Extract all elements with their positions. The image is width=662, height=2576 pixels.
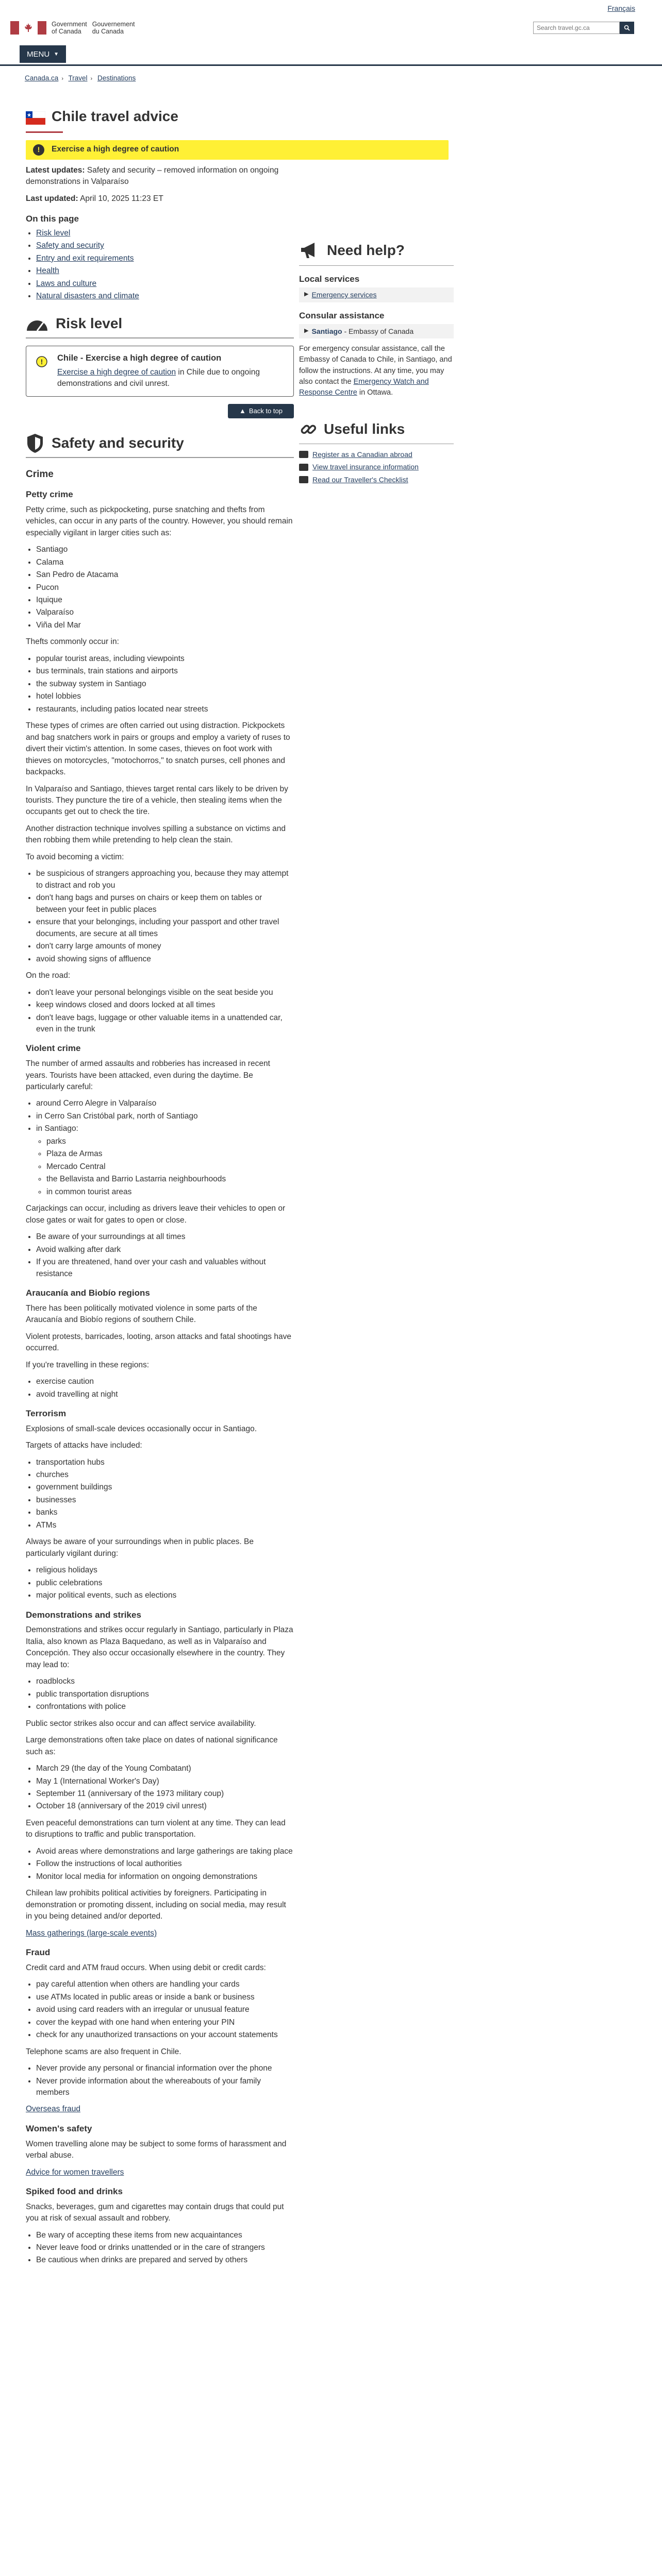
title-underline	[26, 131, 63, 133]
list-item: • Avoid areas where demonstrations and large gatherings are taking place	[36, 1846, 294, 1857]
government-signature[interactable]	[10, 21, 135, 36]
paragraph: These types of crimes are often carried out using distraction. Pickpockets and bag snatchers work in pairs or groups and employ a variety of ruses to divert their victim's attention. In some cases, thieves on foot work with thieves on motorcycles, "motochorros," to snatch purses, cell phones and backpacks.	[26, 721, 290, 777]
risk-alert-text: Exercise a high degree of caution	[52, 145, 179, 154]
demonstrations-heading: Demonstrations and strikes	[26, 1609, 141, 1620]
menu-button[interactable]	[20, 45, 66, 63]
paragraph: In Valparaíso and Santiago, thieves target rental cars likely to be driven by tourists. They puncture the tire of a vehicle, then stealing items when the occupants get out to check the tire.	[26, 784, 288, 817]
crime-heading: Crime	[26, 468, 54, 480]
last-updated-value: April 10, 2025 11:23 ET	[80, 194, 163, 203]
list-item: • San Pedro de Atacama	[36, 569, 294, 581]
list-item: • Never leave food or drinks unattended or in the care of strangers	[36, 2242, 294, 2253]
list-item: • Pucon	[36, 582, 294, 594]
list-item: • March 29 (the day of the Young Combatant)	[36, 1763, 294, 1774]
gov-name-en: Government	[52, 21, 87, 28]
useful-links-heading	[299, 419, 464, 440]
paragraph: On the road:	[26, 971, 71, 980]
exclamation-icon: !	[33, 144, 44, 156]
list-cities	[26, 544, 294, 631]
list-item: • Be aware of your surroundings at all times	[36, 1231, 294, 1243]
gov-name-en-2: of Canada	[52, 28, 81, 36]
list-item: • in Cerro San Cristóbal park, north of Santiago	[36, 1111, 294, 1122]
consular-paragraph	[299, 344, 454, 398]
list-avoid	[26, 868, 294, 965]
local-services-heading: Local services	[299, 274, 360, 284]
list-item: ◦ in common tourist areas	[46, 1187, 294, 1198]
list-item: • Never provide any personal or financial information over the phone	[36, 2063, 294, 2074]
chain-link-icon	[299, 420, 318, 438]
toc-link-natural[interactable]: Natural disasters and climate	[36, 291, 139, 300]
list-item: • major political events, such as elections	[36, 1590, 294, 1601]
insurance-link[interactable]: View travel insurance information	[312, 463, 419, 471]
useful-link-item	[299, 462, 464, 472]
list-dates	[26, 1763, 294, 1812]
list-item: ◦ Plaza de Armas	[46, 1148, 294, 1160]
register-link[interactable]: Register as a Canadian abroad	[312, 450, 412, 459]
list-violent	[26, 1098, 294, 1198]
divider	[26, 337, 294, 338]
mass-gatherings-link[interactable]: Mass gatherings (large-scale events)	[26, 1928, 157, 1938]
paragraph: Women travelling alone may be subject to some forms of harassment and verbal abuse.	[26, 2139, 287, 2160]
list-item: • keep windows closed and doors locked at all times	[36, 999, 294, 1011]
list-item: • May 1 (International Worker's Day)	[36, 1776, 294, 1787]
chevron-right-icon: ▶	[304, 291, 309, 298]
list-item: • bus terminals, train stations and airports	[36, 666, 294, 677]
list-item: • don't hang bags and purses on chairs or keep them on tables or between your feet in public places	[36, 892, 294, 916]
list-terror	[26, 1457, 294, 1532]
checklist-link[interactable]: Read our Traveller's Checklist	[312, 475, 408, 484]
toc-link-health[interactable]: Health	[36, 266, 59, 276]
latest-updates-label: Latest updates:	[26, 165, 85, 175]
list-item: • don't carry large amounts of money	[36, 941, 294, 952]
list-item: • confrontations with police	[36, 1701, 294, 1713]
search-button[interactable]	[620, 22, 634, 34]
list-fraud	[26, 1979, 294, 2041]
gov-name-fr: Gouvernement	[92, 21, 135, 28]
list-demo	[26, 1676, 294, 1713]
list-item: • Iquique	[36, 595, 294, 606]
page-title-text: Chile travel advice	[52, 108, 178, 124]
canada-flag-icon	[10, 21, 46, 35]
list-item: • government buildings	[36, 1482, 294, 1493]
paragraph: Always be aware of your surroundings when in public places. Be particularly vigilant during:	[26, 1537, 254, 1558]
list-item: • avoid showing signs of affluence	[36, 954, 294, 965]
list-item: • cover the keypad with one hand when entering your PIN	[36, 2017, 294, 2028]
paragraph: Petty crime, such as pickpocketing, purse snatching and thefts from vehicles, can occur in any parts of the country. However, you should remain especially vigilant in larger cities such as:	[26, 505, 293, 537]
site-search	[533, 22, 634, 34]
toc-link-risk[interactable]: Risk level	[36, 228, 71, 238]
fraud-heading: Fraud	[26, 1947, 51, 1958]
list-item: • avoid using card readers with an irregular or unusual feature	[36, 2004, 294, 2015]
list-item: • exercise caution	[36, 1376, 294, 1387]
on-this-page-heading: On this page	[26, 214, 79, 224]
risk-box-desc: in Chile due to ongoing demonstrations and civil unrest.	[57, 367, 260, 388]
list-santiago	[36, 1136, 294, 1198]
list-item: • Santiago	[36, 544, 294, 555]
paragraph: Public sector strikes also occur and can affect service availability.	[26, 1719, 256, 1728]
terrorism-heading: Terrorism	[26, 1408, 67, 1418]
list-item: • religious holidays	[36, 1565, 294, 1576]
chevron-right-icon: ›	[90, 76, 93, 82]
megaphone-icon	[299, 242, 321, 259]
chevron-right-icon: ›	[61, 76, 63, 82]
list-item: • around Cerro Alegre in Valparaíso	[36, 1098, 294, 1109]
list-araucania	[26, 1376, 294, 1400]
list-item: • public transportation disruptions	[36, 1689, 294, 1700]
gov-name-fr-2: du Canada	[92, 28, 124, 36]
risk-box-text	[57, 367, 287, 390]
list-carjack	[26, 1231, 294, 1280]
list-item: • hotel lobbies	[36, 691, 294, 702]
list-item: • avoid travelling at night	[36, 1389, 294, 1400]
checklist-icon	[299, 476, 308, 483]
list-item: • October 18 (anniversary of the 2019 civil unrest)	[36, 1801, 294, 1812]
paragraph: Thefts commonly occur in:	[26, 637, 119, 647]
womens-safety-heading: Women's safety	[26, 2123, 92, 2133]
list-item: • Viña del Mar	[36, 620, 294, 631]
araucania-heading: Araucanía and Biobío regions	[26, 1288, 150, 1298]
consular-text-1: For emergency consular assistance, call the Embassy of Canada to Chile, in Santiago, and follow the instructions. At any time, you may also contact the	[299, 345, 452, 386]
last-updated-label: Last updated:	[26, 194, 78, 203]
list-item: • Never provide information about the whereabouts of your family members	[36, 2076, 294, 2099]
paragraph: There has been politically motivated violence in some parts of the Araucanía and Biobío regions of southern Chile.	[26, 1303, 257, 1325]
list-item: • don't leave bags, luggage or other valuable items in a unattended car, even in the trunk	[36, 1012, 294, 1036]
list-spiked	[26, 2230, 294, 2266]
paragraph: Even peaceful demonstrations can turn violent at any time. They can lead to disruptions to traffic and public transportation.	[26, 1818, 286, 1839]
menu-label: MENU	[27, 49, 50, 59]
list-road	[26, 987, 294, 1036]
list-item: • ATMs	[36, 1520, 294, 1531]
list-item: • roadblocks	[36, 1676, 294, 1687]
women-travellers-link[interactable]: Advice for women travellers	[26, 2167, 124, 2177]
useful-link-item	[299, 474, 464, 485]
list-item	[36, 1123, 294, 1198]
paragraph: Chilean law prohibits political activities by foreigners. Participating in demonstration or promoting dissent, including on social media, may result in you being detained and/or deported.	[26, 1889, 286, 1921]
risk-level-link[interactable]: Exercise a high degree of caution	[57, 367, 176, 377]
breadcrumb	[0, 66, 662, 91]
shield-icon	[26, 433, 44, 453]
useful-links-list	[299, 449, 464, 485]
list-item: • Avoid walking after dark	[36, 1244, 294, 1256]
paragraph: Another distraction technique involves spilling a substance on victims and then robbing them while pretending to help clean the stain.	[26, 824, 286, 845]
list-vigilant	[26, 1565, 294, 1601]
list-item-text: in Santiago:	[36, 1124, 78, 1133]
spiked-food-heading: Spiked food and drinks	[26, 2186, 123, 2196]
paragraph: Snacks, beverages, gum and cigarettes may contain drugs that could put you at risk of sexual assault and robbery.	[26, 2202, 284, 2223]
embassy-row[interactable]	[299, 324, 454, 338]
list-item: ◦ parks	[46, 1136, 294, 1147]
embassy-link[interactable]: Santiago	[311, 327, 342, 336]
list-phone	[26, 2063, 294, 2098]
breadcrumb-canada[interactable]: Canada.ca	[25, 74, 59, 82]
caution-sun-icon	[32, 352, 51, 371]
petty-crime-heading: Petty crime	[26, 489, 73, 500]
svg-text:!: !	[40, 358, 43, 366]
list-item: • be suspicious of strangers approaching you, because they may attempt to distract and rob you	[36, 868, 294, 891]
paragraph: Violent protests, barricades, looting, arson attacks and fatal shootings have occurred.	[26, 1332, 291, 1353]
list-item: • churches	[36, 1469, 294, 1481]
toc-link-safety[interactable]: Safety and security	[36, 241, 104, 250]
toc-link-entry[interactable]: Entry and exit requirements	[36, 253, 134, 263]
list-item: • pay careful attention when others are handling your cards	[36, 1979, 294, 1990]
list-item: • businesses	[36, 1495, 294, 1506]
paragraph: Large demonstrations often take place on dates of national significance such as:	[26, 1736, 278, 1756]
list-item: ◦ the Bellavista and Barrio Lastarria neighbourhoods	[46, 1174, 294, 1185]
embassy-name: - Embassy of Canada	[342, 327, 414, 336]
list-item: • the subway system in Santiago	[36, 679, 294, 690]
useful-links-heading-text: Useful links	[324, 420, 405, 437]
emergency-watch-link[interactable]: Emergency Watch and Response Centre	[299, 377, 429, 397]
consular-assistance-heading: Consular assistance	[299, 310, 385, 320]
list-item: • Calama	[36, 557, 294, 568]
chevron-up-icon: ▲	[239, 407, 246, 415]
overseas-fraud-link[interactable]: Overseas fraud	[26, 2105, 80, 2114]
back-to-top-button[interactable]	[228, 404, 294, 418]
list-item: • public celebrations	[36, 1578, 294, 1589]
latest-updates-text: Safety and security – removed information on ongoing demonstrations in Valparaíso	[26, 165, 279, 187]
risk-level-heading-text: Risk level	[56, 315, 123, 332]
list-item: • Valparaíso	[36, 607, 294, 618]
chevron-down-icon: ▼	[54, 51, 59, 57]
list-item: • popular tourist areas, including viewpoints	[36, 653, 294, 665]
paragraph: Telephone scams are also frequent in Chile.	[26, 2047, 181, 2056]
paragraph: Targets of attacks have included:	[26, 1441, 142, 1450]
risk-summary-box	[26, 346, 294, 397]
safety-heading-text: Safety and security	[52, 434, 184, 451]
list-item: • banks	[36, 1507, 294, 1518]
divider	[26, 457, 294, 458]
risk-box-title: Chile - Exercise a high degree of caution	[57, 353, 222, 363]
list-item: • Be wary of accepting these items from new acquaintances	[36, 2230, 294, 2241]
paragraph: Carjackings can occur, including as drivers leave their vehicles to open or close gates or wait for gates to open or close.	[26, 1204, 286, 1225]
list-thefts	[26, 653, 294, 715]
breadcrumb-destinations[interactable]: Destinations	[97, 74, 136, 82]
breadcrumb-travel[interactable]: Travel	[68, 74, 88, 82]
list-item: • check for any unauthorized transactions on your account statements	[36, 2029, 294, 2041]
list-item: • Monitor local media for information on ongoing demonstrations	[36, 1871, 294, 1883]
emergency-services-link[interactable]: Emergency services	[311, 291, 377, 299]
emergency-services-row[interactable]	[299, 287, 454, 302]
chevron-right-icon: ▶	[304, 328, 309, 334]
paragraph: Explosions of small-scale devices occasionally occur in Santiago.	[26, 1424, 257, 1433]
list-item: • use ATMs located in public areas or inside a bank or business	[36, 1992, 294, 2003]
back-to-top-label: Back to top	[249, 407, 283, 415]
list-item: • don't leave your personal belongings visible on the seat beside you	[36, 987, 294, 998]
need-help-heading-text: Need help?	[327, 242, 405, 258]
violent-crime-heading: Violent crime	[26, 1043, 81, 1054]
gauge-icon	[26, 316, 48, 332]
list-item: ◦ Mercado Central	[46, 1161, 294, 1173]
consular-text-2: in Ottawa.	[357, 388, 393, 397]
search-input[interactable]	[533, 22, 620, 34]
useful-link-item	[299, 449, 464, 460]
search-icon	[624, 25, 630, 31]
list-item: • Follow the instructions of local authorities	[36, 1858, 294, 1870]
paragraph: Demonstrations and strikes occur regularly in Santiago, particularly in Plaza Italia, also known as Plaza Baquedano, as well as in Valparaíso and Concepción. They also occur occasionally elsewhere in the country. They may lead to:	[26, 1625, 293, 1669]
paragraph: If you're travelling in these regions:	[26, 1360, 150, 1369]
toc-link-laws[interactable]: Laws and culture	[36, 279, 97, 288]
need-help-heading	[299, 240, 464, 261]
insurance-icon	[299, 464, 308, 471]
chile-flag-icon	[26, 110, 45, 123]
list-item: • If you are threatened, hand over your cash and valuables without resistance	[36, 1257, 294, 1280]
list-item: • September 11 (anniversary of the 1973 military coup)	[36, 1788, 294, 1800]
language-toggle-link[interactable]: Français	[607, 4, 635, 12]
list-item: • ensure that your belongings, including your passport and other travel documents, are secure at all times	[36, 917, 294, 940]
paragraph: To avoid becoming a victim:	[26, 852, 124, 861]
divider	[299, 265, 454, 266]
paragraph: Credit card and ATM fraud occurs. When using debit or credit cards:	[26, 1963, 266, 1972]
list-item: • restaurants, including patios located near streets	[36, 704, 294, 715]
paragraph: The number of armed assaults and robberies has increased in recent years. Tourists have been attacked, even during the daytime. Be particularly careful:	[26, 1059, 270, 1092]
latest-updates	[26, 165, 289, 188]
list-item: • Be cautious when drinks are prepared and served by others	[36, 2255, 294, 2266]
list-demo-tips	[26, 1846, 294, 1883]
register-icon	[299, 451, 308, 458]
list-item: • transportation hubs	[36, 1457, 294, 1468]
